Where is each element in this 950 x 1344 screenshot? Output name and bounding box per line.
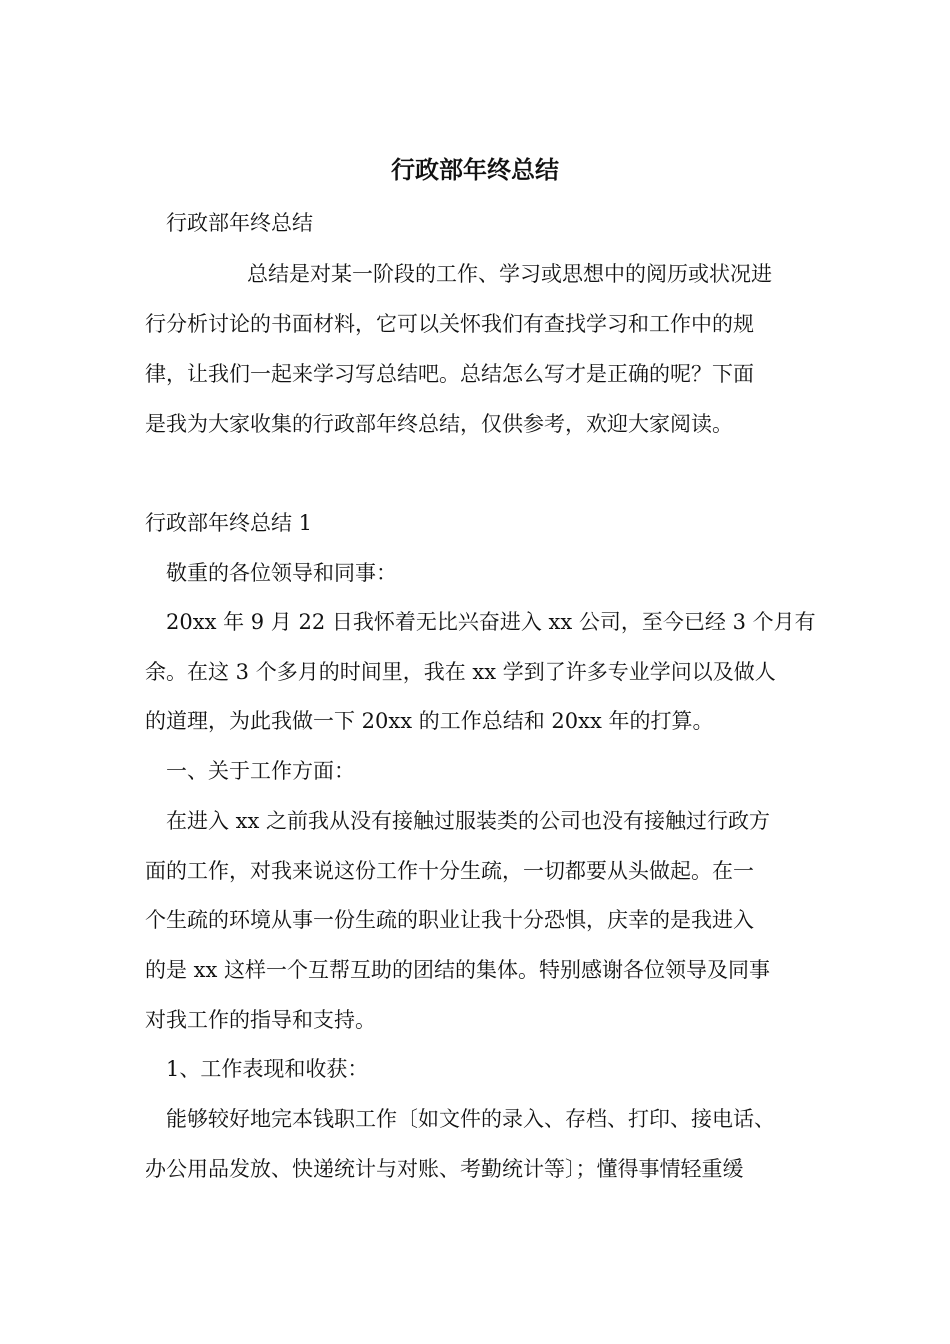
intro-line-4: 是我为大家收集的行政部年终总结，仅供参考，欢迎大家阅读。 — [145, 412, 733, 436]
para2-line-2: 面的工作，对我来说这份工作十分生疏，一切都要从头做起。在一 — [145, 859, 754, 883]
section-heading: 行政部年终总结 1 — [145, 511, 313, 535]
para2-line-5: 对我工作的指导和支持。 — [145, 1008, 376, 1032]
intro-line-2: 行分析讨论的书面材料，它可以关怀我们有查找学习和工作中的规 — [145, 312, 754, 336]
para1-line-3: 的道理，为此我做一下 20xx 的工作总结和 20xx 年的打算。 — [145, 709, 714, 733]
intro-line-1: 总结是对某一阶段的工作、学习或思想中的阅历或状况进 — [247, 262, 772, 286]
intro-line-3: 律，让我们一起来学习写总结吧。总结怎么写才是正确的呢？下面 — [145, 362, 754, 386]
performance-heading: 1、工作表现和收获： — [166, 1057, 369, 1081]
para2-line-1: 在进入 xx 之前我从没有接触过服装类的公司也没有接触过行政方 — [166, 809, 771, 833]
para3-line-2: 办公用品发放、快递统计与对账、考勤统计等〕；懂得事情轻重缓 — [145, 1157, 744, 1181]
greeting: 敬重的各位领导和同事： — [166, 561, 397, 585]
para1-line-1: 20xx 年 9 月 22 日我怀着无比兴奋进入 xx 公司，至今已经 3 个月有 — [166, 610, 816, 634]
para1-line-2: 余。在这 3 个多月的时间里，我在 xx 学到了许多专业学问以及做人 — [145, 660, 776, 684]
document-subtitle: 行政部年终总结 — [166, 211, 313, 235]
para2-line-3: 个生疏的环境从事一份生疏的职业让我十分恐惧，庆幸的是我进入 — [145, 908, 754, 932]
para3-line-1: 能够较好地完本钱职工作〔如文件的录入、存档、打印、接电话、 — [166, 1107, 775, 1131]
work-heading: 一、关于工作方面： — [166, 759, 355, 783]
document-title: 行政部年终总结 — [391, 155, 559, 184]
para2-line-4: 的是 xx 这样一个互帮互助的团结的集体。特别感谢各位领导及同事 — [145, 958, 771, 982]
